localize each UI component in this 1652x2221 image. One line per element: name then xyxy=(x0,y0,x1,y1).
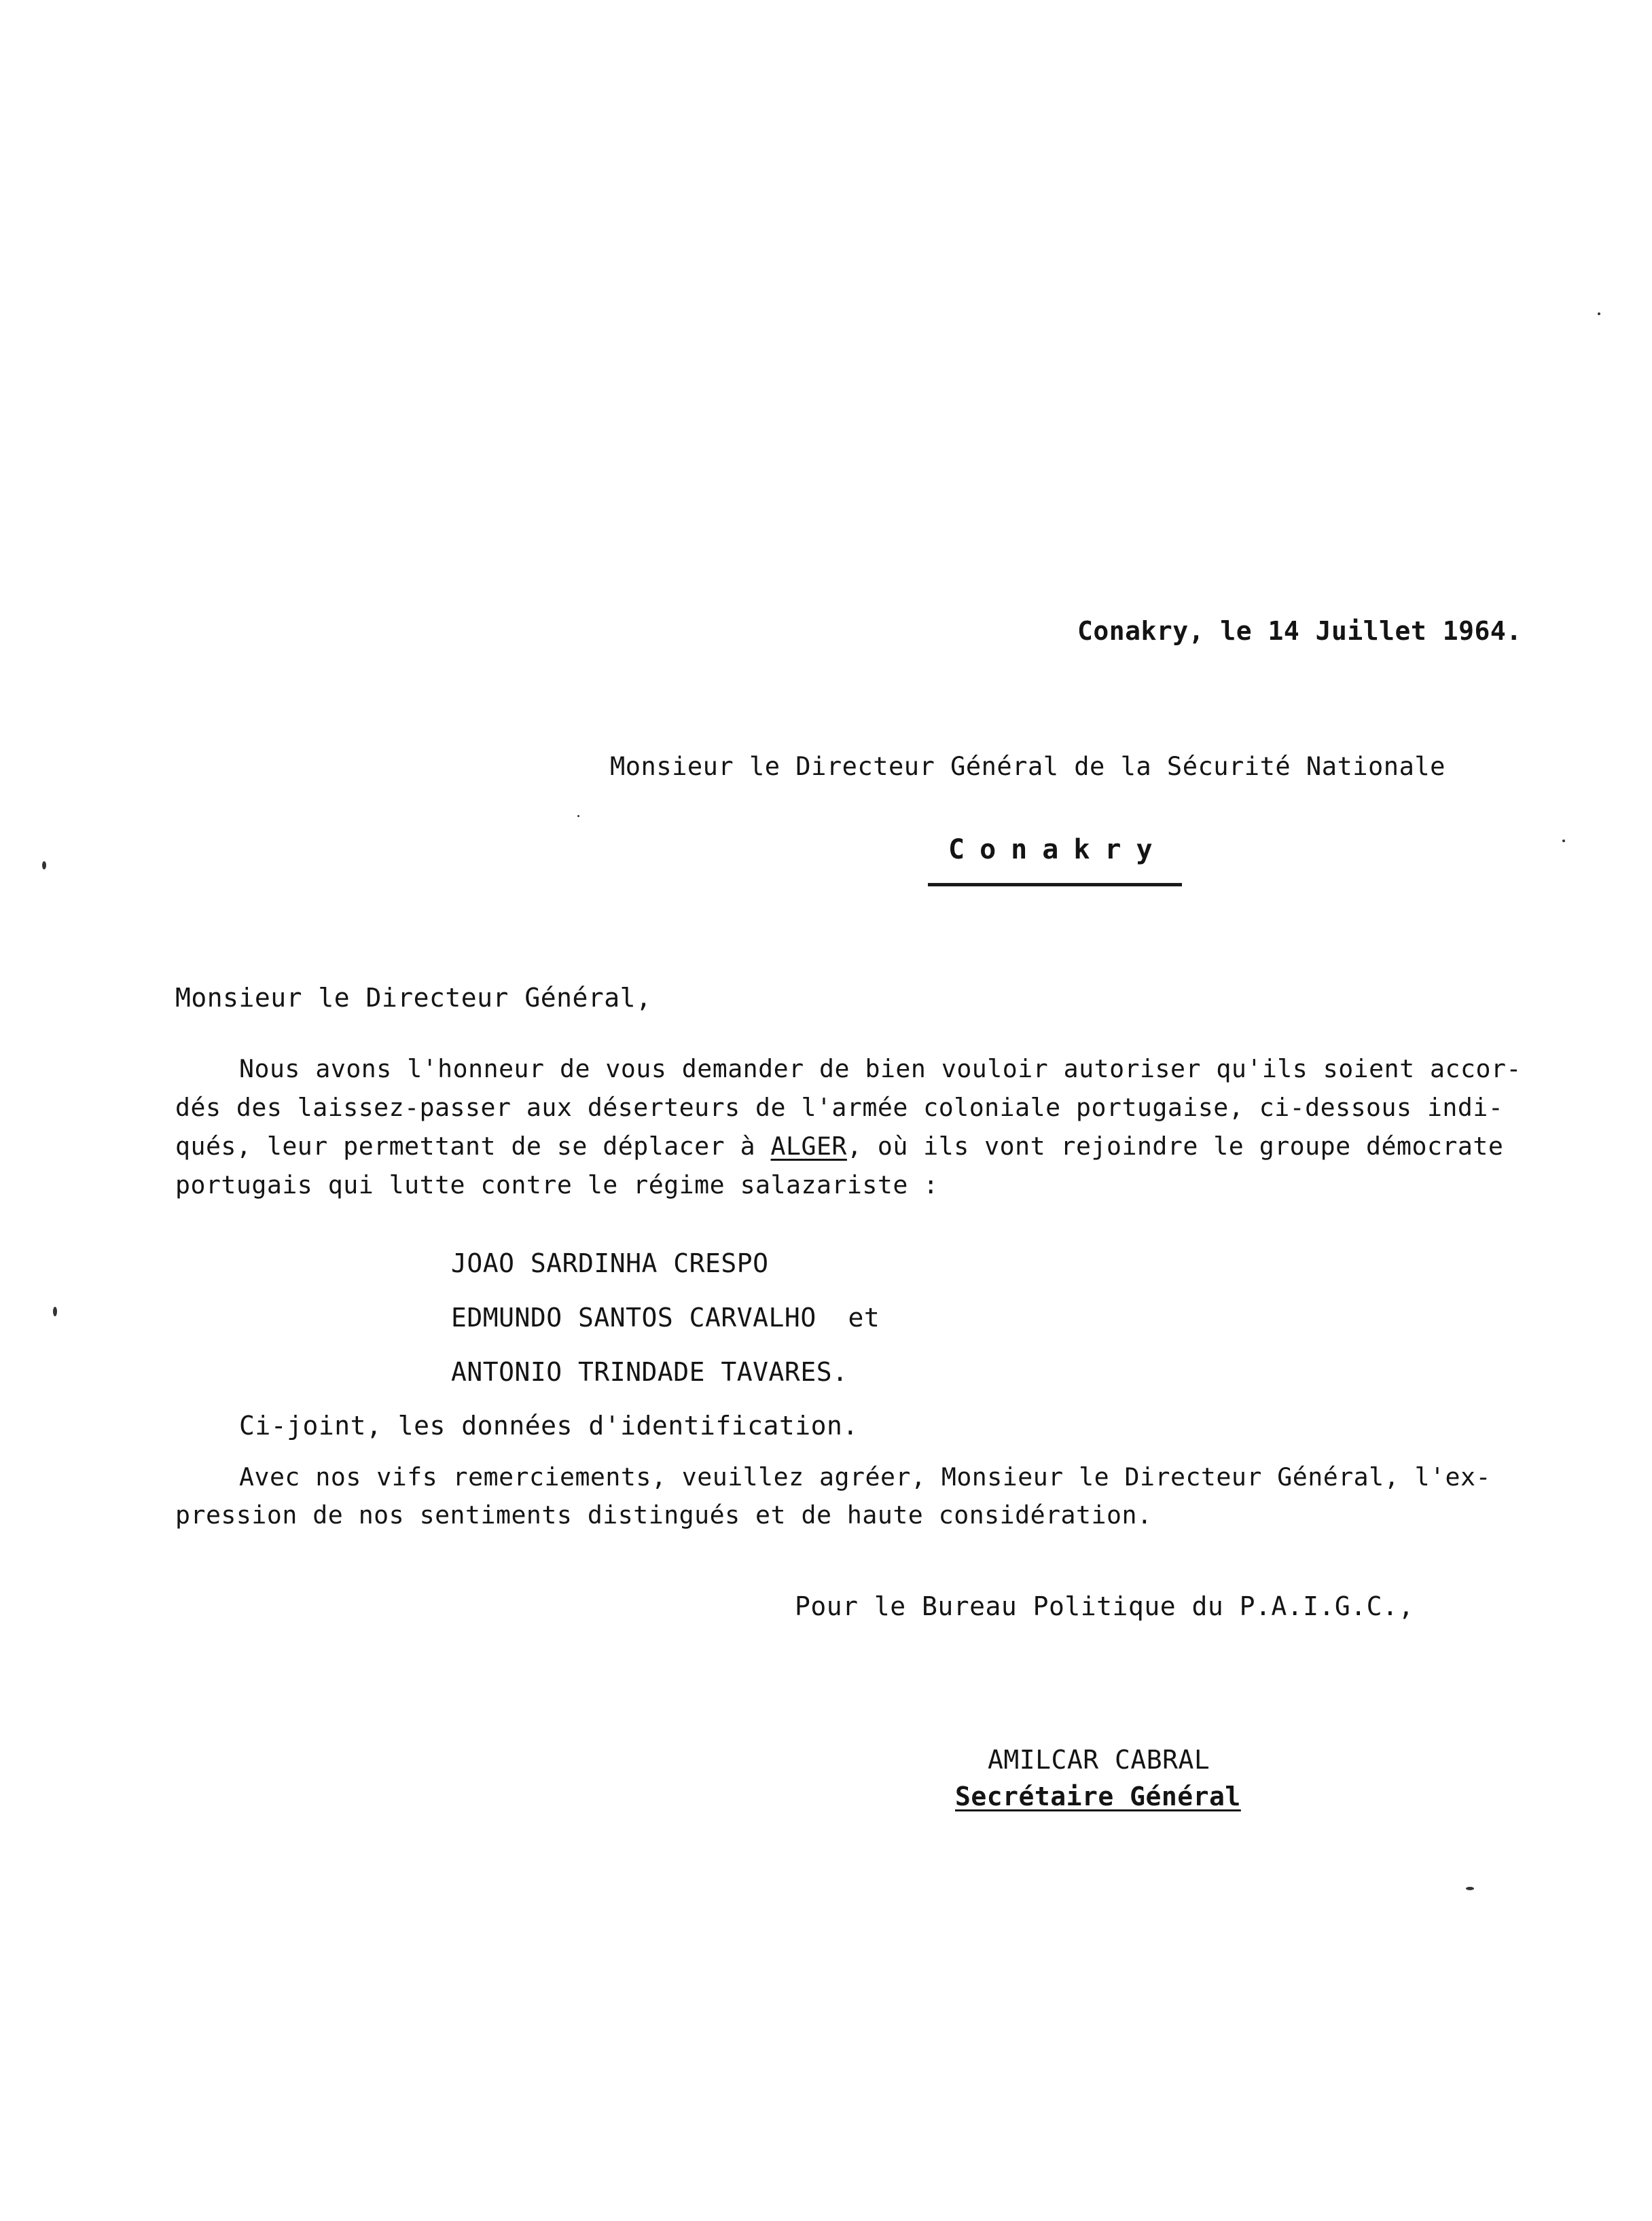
body-paragraph-line-3 xyxy=(175,1130,1503,1163)
recipient-line: Monsieur le Directeur Général de la Sécurité Nationale xyxy=(610,752,1446,781)
signatory-name: AMILCAR CABRAL xyxy=(988,1745,1210,1775)
recipient-city-underline xyxy=(928,883,1182,886)
date-line: Conakry, le 14 Juillet 1964. xyxy=(1077,616,1522,646)
body-text-segment: qués, leur permettant de se déplacer à xyxy=(175,1132,771,1161)
signatory-title: Secrétaire Général xyxy=(955,1782,1241,1811)
salutation: Monsieur le Directeur Général, xyxy=(175,983,652,1013)
recipient-city: Conakry xyxy=(948,834,1168,865)
deserter-name-2: EDMUNDO SANTOS CARVALHO et xyxy=(451,1303,880,1333)
body-paragraph-line-4: portugais qui lutte contre le régime salazariste : xyxy=(175,1170,939,1199)
scan-speck xyxy=(1598,312,1600,315)
enclosure-note: Ci-joint, les données d'identification. xyxy=(239,1411,859,1441)
body-text-segment: , où ils vont rejoindre le groupe démocrate xyxy=(846,1132,1504,1161)
scan-speck xyxy=(53,1307,57,1316)
deserter-name-3: ANTONIO TRINDADE TAVARES. xyxy=(451,1357,848,1387)
body-paragraph-line-2: dés des laissez-passer aux déserteurs de l'armée coloniale portugaise, ci-dessous indi- xyxy=(175,1093,1504,1122)
scan-speck xyxy=(577,815,579,817)
scan-speck xyxy=(1562,839,1565,842)
signoff-line: Pour le Bureau Politique du P.A.I.G.C., xyxy=(795,1591,1414,1621)
closing-line-2: pression de nos sentiments distingués et de haute considération. xyxy=(175,1500,1153,1530)
body-paragraph-line-1: Nous avons l'honneur de vous demander de bien vouloir autoriser qu'ils soient accor- xyxy=(239,1054,1522,1083)
scan-speck xyxy=(1466,1887,1474,1890)
scan-speck xyxy=(42,861,46,869)
closing-line-1: Avec nos vifs remerciements, veuillez agréer, Monsieur le Directeur Général, l'ex- xyxy=(239,1462,1491,1492)
deserter-name-1: JOAO SARDINHA CRESPO xyxy=(451,1248,769,1278)
destination-city: ALGER xyxy=(770,1132,847,1161)
